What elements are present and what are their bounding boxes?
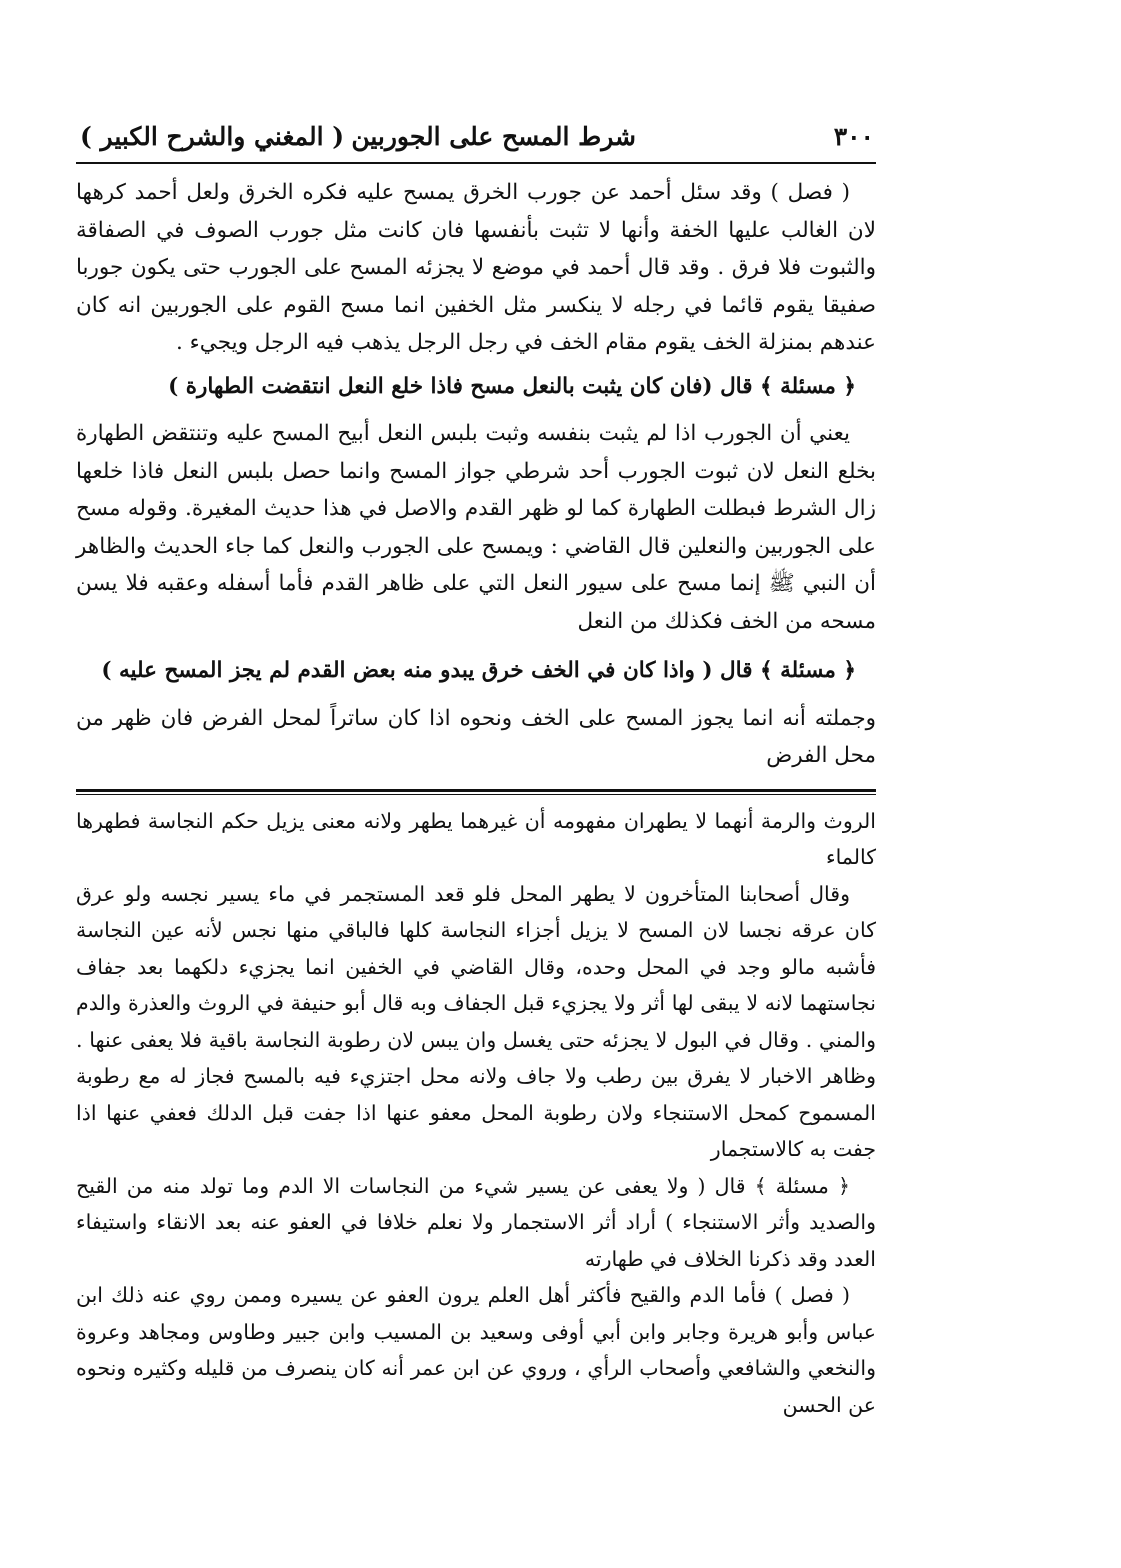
paragraph-fasl-dam: ( فصل ) فأما الدم والقيح فأكثر أهل العلم يرون العفو عن يسيره وممن روي عنه ذلك ابن عباس وأبو هريرة وجابر وابن أبي أوفى وسعيد بن المسيب وابن جبير وطاوس ومجاهد وعروة والنخعي والشافعي وأصحاب الرأي ، وروي عن ابن عمر أنه كان ينصرف من قليله وكثيره ونحوه عن الحسن — [76, 1283, 876, 1417]
paragraph-rawth: الروث والرمة أنهما لا يطهران مفهومه أن غيرهما يطهر ولانه معنى يزيل حكم النجاسة فطهرها كالماء — [76, 808, 876, 869]
masala-heading: ﴿ مسئلة ﴾ قال ( واذا كان في الخف خرق يبدو منه بعض القدم لم يجز المسح عليه ) — [101, 658, 856, 683]
paragraph-fasl-jawrab: ( فصل ) وقد سئل أحمد عن جورب الخرق يمسح عليه فكره الخرق ولعل أحمد كرهها لان الغالب عليها الخفة وأنها لا تثبت بأنفسها فان كانت مثل جورب الصوف في الصفاقة والثبوت فلا فرق . وقد قال أحمد في موضع لا يجزئه المسح على الجورب حتى يكون جوربا صفيقا يقوم قائما في رجله لا ينكسر مثل الخفين انما مسح القوم على الجوربين انه كان عندهم بمنزلة الخف يقوم مقام الخف في رجل الرجل يذهب فيه الرجل ويجيء . — [76, 180, 876, 355]
paragraph-continuation: وجملته أنه انما يجوز المسح على الخف ونحوه اذا كان ساتراً لمحل الفرض فان ظهر من محل الفرض — [76, 705, 876, 768]
section-divider — [76, 789, 876, 795]
paragraph-ashabuna: وقال أصحابنا المتأخرون لا يطهر المحل فلو قعد المستجمر في ماء يسير نجسه ولو عرق كان عرقه نجسا لان المسح لا يزيل أجزاء النجاسة كلها فالباقي منها نجس لأنه عين النجاسة فأشبه مالو وجد في المحل وحده، وقال القاضي في الخفين انما يجزيء دلكهما بعد جفاف نجاستهما لانه لا يبقى لها أثر ولا يجزيء قبل الجفاف وبه قال أبو حنيفة في الروث والعذرة والدم والمني . وقال في البول لا يجزئه حتى يغسل وان يبس لان رطوبة النجاسة باقية فلا يعفى عنها . وظاهر الاخبار لا يفرق بين رطب ولا جاف ولانه محل اجتزيء فيه بالمسح فجاز له مع رطوبة المسموح كمحل الاستنجاء ولان رطوبة المحل معفو عنها اذا جفت قبل الدلك فعفي عنها اذا جفت به كالاستجمار — [76, 881, 876, 1161]
page-number: ٣٠٠ — [833, 122, 874, 151]
chapter-title: شرط المسح على الجوربين — [351, 122, 636, 151]
masala-paragraph: ﴿ مسئلة ﴾ قال ( ولا يعفى عن يسير شيء من النجاسات الا الدم وما تولد منه من القيح والصديد وأثر الاستنجاء ) أراد أثر الاستجمار ولا نعلم خلافا في العفو عنه بعد الانقاء واستيفاء العدد وقد ذكرنا الخلاف في طهارته — [76, 1173, 876, 1271]
sharh-text — [76, 803, 876, 1424]
masala-heading: ﴿ مسئلة ﴾ قال (فان كان يثبت بالنعل مسح فاذا خلع النعل انتقضت الطهارة ) — [168, 373, 856, 399]
book-page — [76, 118, 876, 1423]
paragraph-explanation: يعني أن الجورب اذا لم يثبت بنفسه وثبت بلبس النعل أبيح المسح عليه وتنتقض الطهارة بخلع النعل لان ثبوت الجورب أحد شرطي جواز المسح وانما حصل بلبس النعل فاذا خلعها زال الشرط فبطلت الطهارة كما لو ظهر القدم والاصل في هذا حديث المغيرة. وقوله مسح على الجوربين والنعلين قال القاضي : ويمسح على الجورب والنعل كما جاء الحديث والظاهر أن النبي ﷺ إنما مسح على سيور النعل التي على ظاهر القدم فأما أسفله وعقبه فلا يسن مسحه من الخف فكذلك من النعل — [76, 421, 876, 634]
main-text — [76, 174, 876, 775]
page-header — [76, 118, 876, 164]
book-title: ( المغني والشرح الكبير ) — [80, 122, 345, 151]
